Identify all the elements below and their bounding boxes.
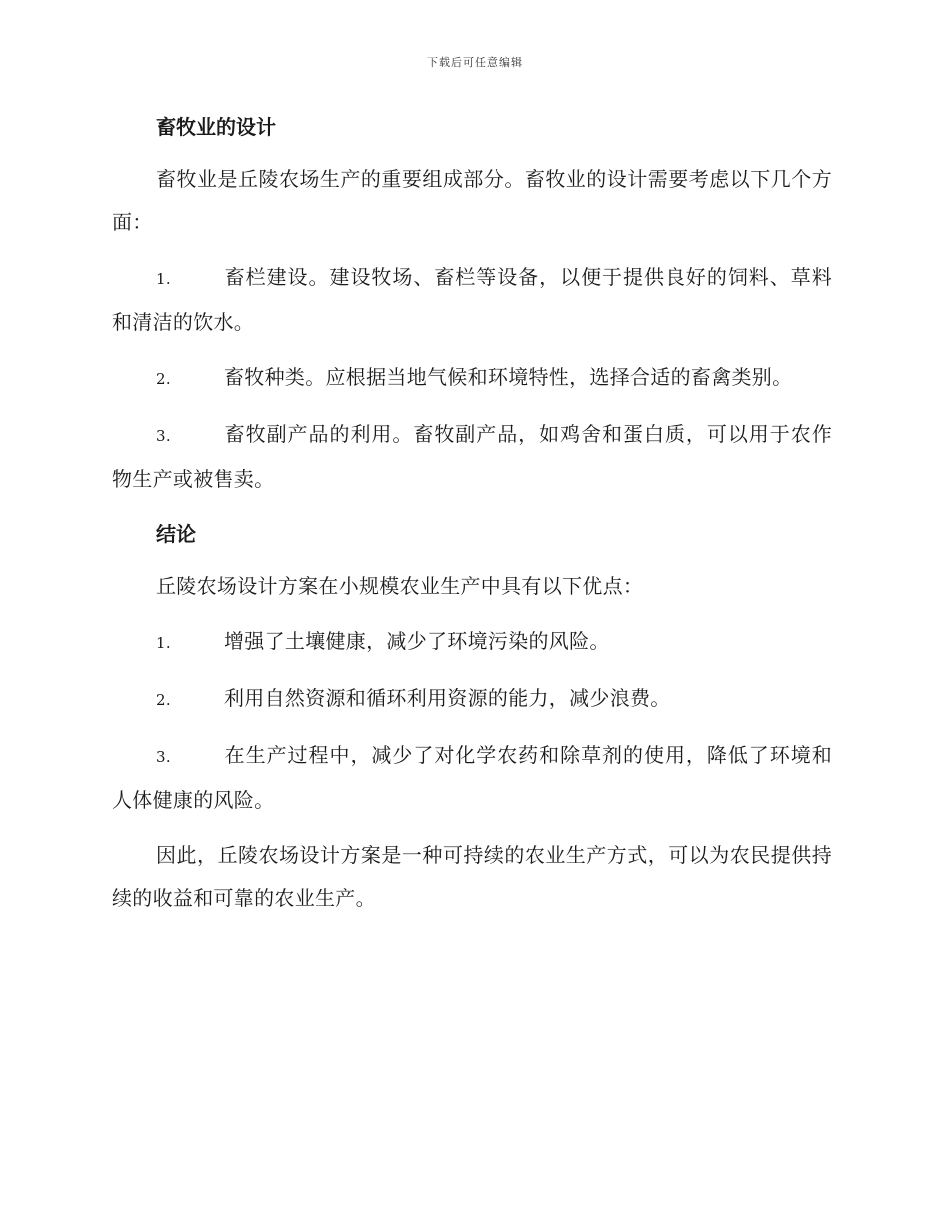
list-item-text: 畜牧种类。应根据当地气候和环境特性，选择合适的畜禽类别。 <box>224 365 793 389</box>
list-number: 2. <box>156 691 171 709</box>
section-intro-livestock: 畜牧业是丘陵农场生产的重要组成部分。畜牧业的设计需要考虑以下几个方面： <box>112 167 832 234</box>
list-item <box>112 256 832 344</box>
list-item <box>112 734 832 822</box>
header-note: 下载后可任意编辑 <box>427 56 523 69</box>
list-number: 1. <box>156 270 171 288</box>
list-number: 1. <box>156 634 171 652</box>
list-item-text: 利用自然资源和循环利用资源的能力，减少浪费。 <box>224 686 671 710</box>
closing-paragraph: 因此，丘陵农场设计方案是一种可持续的农业生产方式，可以为农民提供持续的收益和可靠的农业生产。 <box>112 843 832 910</box>
list-number: 2. <box>156 370 171 388</box>
section-heading-conclusion: 结论 <box>156 522 196 546</box>
list-number: 3. <box>156 427 171 445</box>
section-intro-conclusion: 丘陵农场设计方案在小规模农业生产中具有以下优点： <box>156 574 644 598</box>
section-heading-livestock: 畜牧业的设计 <box>156 115 276 139</box>
list-item-text: 畜牧副产品的利用。畜牧副产品，如鸡舍和蛋白质，可以用于农作物生产或被售卖。 <box>112 422 832 491</box>
list-item-text: 增强了土壤健康，减少了环境污染的风险。 <box>224 629 610 653</box>
list-item <box>112 620 832 665</box>
list-item-text: 畜栏建设。建设牧场、畜栏等设备，以便于提供良好的饲料、草料和清洁的饮水。 <box>112 265 832 334</box>
list-item <box>112 413 832 501</box>
list-item-text: 在生产过程中，减少了对化学农药和除草剂的使用，降低了环境和人体健康的风险。 <box>112 743 832 812</box>
list-number: 3. <box>156 748 171 766</box>
list-item <box>112 677 832 722</box>
document-body <box>112 110 832 932</box>
list-item <box>112 356 832 401</box>
